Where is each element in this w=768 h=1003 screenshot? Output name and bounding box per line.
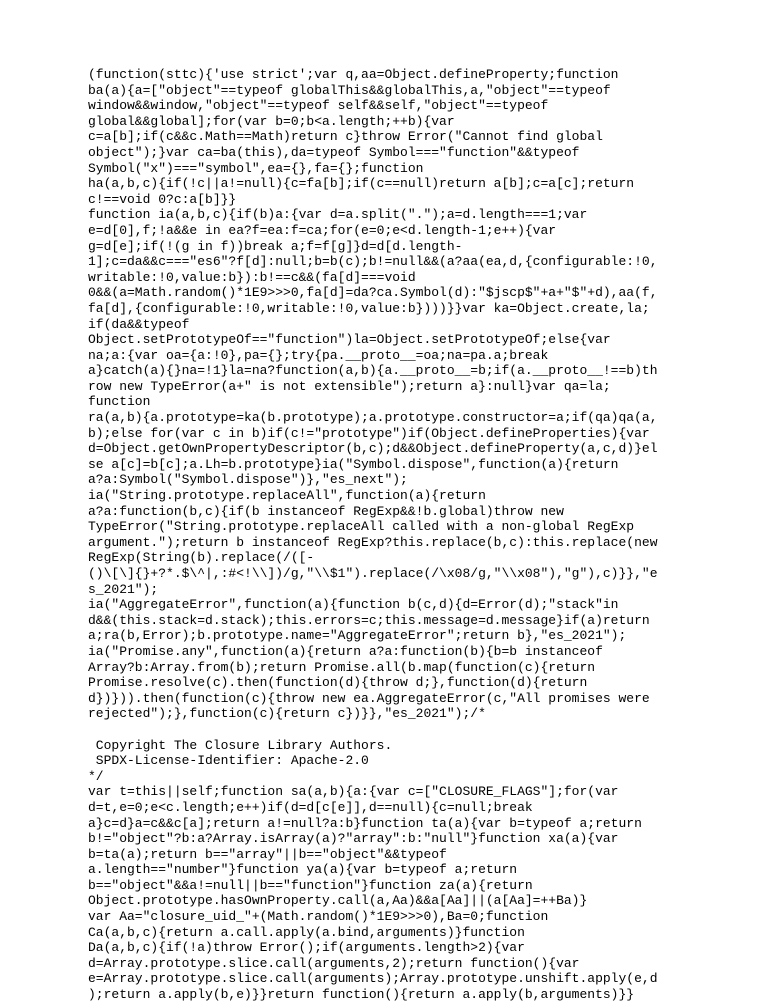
code-line: c=a[b];if(c&&c.Math==Math)return c}throw Error("Cannot find global <box>88 129 603 145</box>
code-line: argument.");return b instanceof RegExp?this.replace(b,c):this.replace(new <box>88 534 658 550</box>
code-line: g=d[e];if(!(g in f))break a;f=f[g]}d=d[d.length- <box>88 238 463 254</box>
code-line: b!="object"?b:a?Array.isArray(a)?"array":b:"null"}function xa(a){var <box>88 831 619 847</box>
code-line: ()\[\]{}+?*.$\^|,:#<!\\])/g,"\\$1").replace(/\x08/g,"\\x08"),"g"),c)}},"e <box>88 566 658 581</box>
code-line: ia("String.prototype.replaceAll",function(a){return <box>88 488 486 504</box>
code-line: Object.setPrototypeOf=="function")la=Object.setPrototypeOf;else{var <box>88 332 611 348</box>
code-line: se a[c]=b[c];a.Lh=b.prototype}ia("Symbol.dispose",function(a){return <box>88 456 619 472</box>
code-line: RegExp(String(b).replace(/([- <box>88 550 315 566</box>
code-line: var t=this||self;function sa(a,b){a:{var c=["CLOSURE_FLAGS"];for(var <box>88 784 619 800</box>
code-line: d&&(this.stack=d.stack);this.errors=c;this.message=d.message}if(a)return <box>88 612 650 628</box>
code-line: Object.prototype.hasOwnProperty.call(a,Aa)&&a[Aa]||(a[Aa]=++Ba)} <box>88 893 588 909</box>
code-line: object");}var ca=ba(this),da=typeof Symbol==="function"&&typeof <box>88 144 580 160</box>
code-line: Promise.resolve(c).then(function(d){throw d;},function(d){return <box>88 675 588 691</box>
code-line: ia("Promise.any",function(a){return a?a:function(b){b=b instanceof <box>88 643 603 659</box>
code-listing <box>88 67 688 1003</box>
code-line <box>88 722 688 738</box>
code-line: s_2021"); <box>88 581 159 597</box>
code-line: function ia(a,b,c){if(b)a:{var d=a.split(".");a=d.length===1;var <box>88 207 588 223</box>
code-line: a?a:function(b,c){if(b instanceof RegExp&&!b.global)throw new <box>88 503 564 519</box>
code-line: c!==void 0?c:a[b]}} <box>88 191 237 207</box>
code-line: a;ra(b,Error);b.prototype.name="AggregateError";return b},"es_2021"); <box>88 628 627 644</box>
code-line: 0&&(a=Math.random()*1E9>>>0,fa[d]=da?ca.Symbol(d):"$jscp$"+a+"$"+d),aa(f, <box>88 285 658 301</box>
code-line: );return a.apply(b,e)}}return function(){return a.apply(b,arguments)}} <box>88 987 635 1003</box>
code-line: Da(a,b,c){if(!a)throw Error();if(arguments.length>2){var <box>88 940 525 956</box>
code-line: a.length=="number"}function ya(a){var b=typeof a;return <box>88 862 518 878</box>
code-line: var Aa="closure_uid_"+(Math.random()*1E9>>>0),Ba=0;function <box>88 909 549 925</box>
code-line: a}catch(a){}na=!1}la=na?function(a,b){a.__proto__=b;if(a.__proto__!==b)th <box>88 363 658 379</box>
code-line: Ca(a,b,c){return a.call.apply(a.bind,arguments)}function <box>88 924 525 940</box>
code-line: */ <box>88 768 104 784</box>
code-line: ba(a){a=["object"==typeof globalThis&&globalThis,a,"object"==typeof <box>88 82 611 98</box>
code-line: rejected");},function(c){return c})}},"es_2021");/* <box>88 706 486 722</box>
code-line: e=Array.prototype.slice.call(arguments);Array.prototype.unshift.apply(e,d <box>88 971 658 987</box>
code-line: a?a:Symbol("Symbol.dispose")},"es_next"); <box>88 472 408 488</box>
code-line: fa[d],{configurable:!0,writable:!0,value:b})))}}var ka=Object.create,la; <box>88 300 650 316</box>
code-line: SPDX-License-Identifier: Apache-2.0 <box>88 753 369 769</box>
code-line: b=ta(a);return b=="array"||b=="object"&&typeof <box>88 846 447 862</box>
code-line: function <box>88 394 151 410</box>
code-line: TypeError("String.prototype.replaceAll called with a non-global RegExp <box>88 519 635 535</box>
code-line: 1];c=da&&c==="es6"?f[d]:null;b=b(c);b!=null&&(a?aa(ea,d,{configurable:!0, <box>88 254 658 270</box>
code-line: d=t,e=0;e<c.length;e++)if(d=d[c[e]],d==null){c=null;break <box>88 799 533 815</box>
code-line: Copyright The Closure Library Authors. <box>88 737 393 753</box>
code-line: global&&global];for(var b=0;b<a.length;++b){var <box>88 113 455 129</box>
code-line: d=Object.getOwnPropertyDescriptor(b,c);d&&Object.defineProperty(a,c,d)}el <box>88 441 658 457</box>
code-line: Array?b:Array.from(b);return Promise.all(b.map(function(c){return <box>88 659 596 675</box>
code-line: d=Array.prototype.slice.call(arguments,2);return function(){var <box>88 955 580 971</box>
code-line: ia("AggregateError",function(a){function b(c,d){d=Error(d);"stack"in <box>88 597 619 613</box>
code-line: if(da&&typeof <box>88 316 190 332</box>
code-line: a}c=d}a=c&&c[a];return a!=null?a:b}function ta(a){var b=typeof a;return <box>88 815 642 831</box>
code-line: ha(a,b,c){if(!c||a!=null){c=fa[b];if(c==null)return a[b];c=a[c];return <box>88 176 635 192</box>
code-line: na;a:{var oa={a:!0},pa={};try{pa.__proto__=oa;na=pa.a;break <box>88 347 549 363</box>
code-line: b=="object"&&a!=null||b=="function"}function za(a){return <box>88 877 533 893</box>
code-line: writable:!0,value:b}):b!==c&&(fa[d]===void <box>88 269 416 285</box>
code-line: e=d[0],f;!a&&e in ea?f=ea:f=ca;for(e=0;e<d.length-1;e++){var <box>88 222 557 238</box>
code-line: (function(sttc){'use strict';var q,aa=Object.defineProperty;function <box>88 67 619 82</box>
code-line: Symbol("x")==="symbol",ea={},fa={};function <box>88 160 424 176</box>
code-line: row new TypeError(a+" is not extensible");return a}:null}var qa=la; <box>88 378 611 394</box>
code-line: ra(a,b){a.prototype=ka(b.prototype);a.prototype.constructor=a;if(qa)qa(a, <box>88 410 658 426</box>
code-line: b);else for(var c in b)if(c!="prototype")if(Object.defineProperties){var <box>88 425 650 441</box>
code-line: d})})).then(function(c){throw new ea.AggregateError(c,"All promises were <box>88 690 650 706</box>
code-line: window&&window,"object"==typeof self&&self,"object"==typeof <box>88 98 549 114</box>
